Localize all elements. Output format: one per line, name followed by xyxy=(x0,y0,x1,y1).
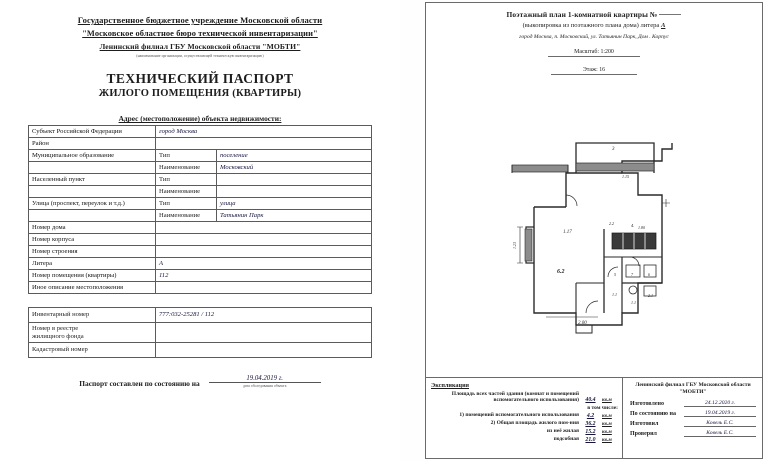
explication-row xyxy=(431,436,618,442)
address-row-label xyxy=(29,186,156,198)
explication-row xyxy=(431,428,618,434)
address-row-label xyxy=(29,162,156,174)
signature-row-value: 24.12.2020 г. xyxy=(684,400,756,407)
explication-row-value: 15.2 xyxy=(585,428,596,435)
address-row-label xyxy=(29,210,156,222)
table-row xyxy=(29,270,372,282)
identifier-label: Номер в реестре жилищного фонда xyxy=(29,323,156,343)
svg-text:2.2: 2.2 xyxy=(609,221,614,226)
floor-plan-header xyxy=(426,3,762,76)
passport-date-line xyxy=(18,375,382,388)
table-row xyxy=(29,210,372,222)
explication-row xyxy=(431,412,618,418)
signature-row-label: Изготовил xyxy=(630,420,659,427)
table-row xyxy=(29,126,372,138)
org-line-1: Государственное бюджетное учреждение Московской области xyxy=(77,15,323,25)
explication-row-label: 2) Общая площадь жилого пом-ния xyxy=(490,420,579,427)
address-row-label: Номер дома xyxy=(29,222,156,234)
identifiers-table xyxy=(28,307,372,358)
svg-text:6: 6 xyxy=(648,272,650,277)
svg-text:5: 5 xyxy=(614,272,616,277)
explication-row-value: 40.4 xyxy=(585,397,596,404)
page-title xyxy=(18,71,382,100)
address-row-label: Субъект Российской Федерации xyxy=(29,126,156,138)
svg-text:6.2: 6.2 xyxy=(557,269,565,275)
explication-row-label: подсобная xyxy=(553,436,579,443)
org-line-3: Ленинский филиал ГБУ Московской области "МОБТИ" xyxy=(99,42,301,52)
address-row-label: Литера xyxy=(29,258,156,270)
organization-header xyxy=(18,14,382,58)
address-row-value: Московский xyxy=(217,162,372,174)
explication-block xyxy=(426,378,622,458)
explication-row xyxy=(431,420,618,426)
table-row xyxy=(29,174,372,186)
floor-plan-litera: А xyxy=(661,21,666,29)
explication-row-value: 4.2 xyxy=(586,412,595,419)
signature-row xyxy=(630,400,756,407)
doc-title-main: ТЕХНИЧЕСКИЙ ПАСПОРТ xyxy=(106,71,294,87)
signature-row-label: Проверил xyxy=(630,430,657,437)
passport-date-caption: дата обследования объекта xyxy=(242,384,287,389)
explication-row-label: Площадь всех частей здания (комнат и помещений вспомогательного использования) xyxy=(451,390,579,403)
address-row-value: город Москва xyxy=(156,126,372,138)
svg-text:1.23: 1.23 xyxy=(512,242,517,249)
org-caption: (наименование организации, осуществляющей техническую инвентаризацию) xyxy=(136,53,264,59)
floor-plan-subtitle-text: (выкопировка из поэтажного плана дома) литера xyxy=(522,21,660,29)
table-row xyxy=(29,234,372,246)
table-row xyxy=(29,308,372,323)
footer-block xyxy=(426,377,762,458)
address-row-label: Населенный пункт xyxy=(29,174,156,186)
table-row xyxy=(29,323,372,343)
explication-row xyxy=(431,391,618,404)
signature-org-name: Ленинский филиал ГБУ Московской области "МОБТИ" xyxy=(635,382,751,396)
passport-date-label: Паспорт составлен по состоянию на xyxy=(79,379,200,389)
table-row xyxy=(29,222,372,234)
identifier-label: Кадастровый номер xyxy=(29,343,156,358)
svg-text:3: 3 xyxy=(612,147,615,152)
address-row-value xyxy=(156,222,372,234)
address-row-value xyxy=(156,138,372,150)
explication-row-unit: кв.м xyxy=(602,412,612,419)
explication-row-value: 21.0 xyxy=(585,436,596,443)
signature-row-value: Ковель Е.С. xyxy=(684,430,756,437)
signature-row xyxy=(630,430,756,437)
signature-row-label: По состоянию на xyxy=(630,410,676,417)
right-sheet-floor-plan xyxy=(425,2,763,459)
address-section-header: Адрес (местоположение) объекта недвижимости: xyxy=(118,114,282,124)
table-row xyxy=(29,186,372,198)
address-table xyxy=(28,125,372,294)
address-row-value xyxy=(156,234,372,246)
floor-plan-title xyxy=(426,10,762,19)
signature-row-value: Ковель Е.С. xyxy=(684,420,756,427)
signature-row-value: 19.04.2019 г. xyxy=(684,410,756,417)
floor-plan-drawing xyxy=(426,77,762,362)
identifier-value: 777:032-25281 / 112 xyxy=(156,308,372,323)
address-row-label: Улица (проспект, переулок и т.д.) xyxy=(29,198,156,210)
explication-row-unit: кв.м xyxy=(602,436,612,443)
svg-text:1.17: 1.17 xyxy=(563,230,572,235)
floor-plan-address: город Москва, п. Московский, ул. Татьянин Парк, Дом . Корпус xyxy=(519,33,669,40)
table-row xyxy=(29,138,372,150)
svg-text:2.1: 2.1 xyxy=(648,293,653,298)
org-line-2: "Московское областное бюро технической инвентаризации" xyxy=(82,29,318,39)
table-row xyxy=(29,258,372,270)
identifier-value xyxy=(156,323,372,343)
floor-plan-subtitle xyxy=(426,22,762,29)
address-row-value: 112 xyxy=(156,270,372,282)
explication-heading: Экспликация xyxy=(431,382,469,389)
address-row-subkey: Наименование xyxy=(156,186,217,198)
floor-plan-scale: Масштаб: 1:200 xyxy=(548,49,640,57)
passport-date-value: 19.04.2019 г. xyxy=(209,375,321,383)
apartment-number-blank xyxy=(659,14,681,15)
svg-text:4.: 4. xyxy=(631,223,635,228)
explication-row-unit: кв.м xyxy=(602,420,612,427)
identifier-value xyxy=(156,343,372,358)
svg-text:1.1: 1.1 xyxy=(631,300,636,305)
svg-text:1.80: 1.80 xyxy=(638,225,645,230)
address-row-label: Номер строения xyxy=(29,246,156,258)
svg-text:2.00: 2.00 xyxy=(578,321,587,326)
svg-text:1.1: 1.1 xyxy=(612,292,617,297)
address-row-value xyxy=(156,246,372,258)
address-row-value: Татьянин Парк xyxy=(217,210,372,222)
address-row-value xyxy=(156,282,372,294)
address-row-subkey: Наименование xyxy=(156,162,217,174)
table-row xyxy=(29,282,372,294)
address-row-subkey: Тип xyxy=(156,150,217,162)
address-row-label: Район xyxy=(29,138,156,150)
floor-plan-title-text: Поэтажный план 1-комнатной квартиры № xyxy=(506,10,658,19)
svg-text:1.15: 1.15 xyxy=(622,174,629,179)
explication-row-unit: кв.м xyxy=(602,428,612,435)
address-row-subkey: Наименование xyxy=(156,210,217,222)
table-row xyxy=(29,343,372,358)
address-row-value: поселение xyxy=(217,150,372,162)
table-row xyxy=(29,198,372,210)
signature-block xyxy=(622,378,762,458)
address-row-value xyxy=(217,186,372,198)
signature-row xyxy=(630,410,756,417)
signature-row-label: Изготовлено xyxy=(630,400,664,407)
explication-row-label: 1) помещений вспомогательного использования xyxy=(459,412,579,419)
address-row-value: улица xyxy=(217,198,372,210)
address-row-subkey: Тип xyxy=(156,198,217,210)
table-row xyxy=(29,150,372,162)
floor-plan-floor: Этаж: 16 xyxy=(551,67,637,75)
explication-middle-note: в том числе: xyxy=(587,404,618,411)
identifier-label: Инвентарный номер xyxy=(29,308,156,323)
address-row-subkey: Тип xyxy=(156,174,217,186)
explication-row-unit: кв.м xyxy=(602,397,612,404)
table-row xyxy=(29,162,372,174)
address-row-value xyxy=(217,174,372,186)
table-row xyxy=(29,246,372,258)
doc-title-sub: ЖИЛОГО ПОМЕЩЕНИЯ (КВАРТИРЫ) xyxy=(98,87,302,99)
address-row-label: Номер помещения (квартиры) xyxy=(29,270,156,282)
svg-text:7: 7 xyxy=(631,272,633,277)
explication-row-label: из неё жилая xyxy=(546,428,579,435)
explication-row-value: 36.2 xyxy=(585,420,596,427)
address-row-label: Муниципальное образование xyxy=(29,150,156,162)
signature-row xyxy=(630,420,756,427)
address-row-label: Номер корпуса xyxy=(29,234,156,246)
address-row-value: А xyxy=(156,258,372,270)
address-row-label: Иное описание местоположения xyxy=(29,282,156,294)
